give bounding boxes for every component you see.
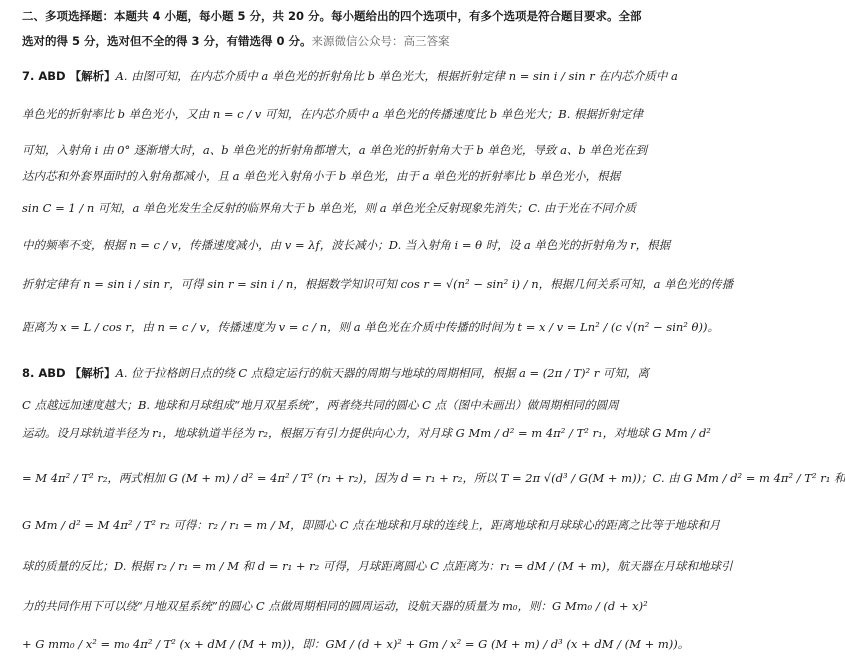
q7-line-7: 折射定律有 n = sin i / sin r，可得 sin r = sin i / n，根据数学知识可知 cos r = √(n² − sin² i) / n，根据几何关系可知，a 单色光的传播 — [22, 277, 734, 291]
watermark: 来源微信公众号：高三答案 — [311, 34, 450, 48]
q7-line-5: sin C = 1 / n 可知，a 单色光发生全反射的临界角大于 b 单色光，则 a 单色光全反射现象先消失；C. 由于光在不同介质 — [22, 201, 636, 215]
q7-label: 7. ABD 【解析】 — [22, 69, 116, 83]
q8-line-2: C 点越远加速度越大；B. 地球和月球组成“地月双星系统”，两者绕共同的圆心 C 点（图中未画出）做周期相同的圆周 — [22, 398, 619, 412]
q8-line-8: + G mm₀ / x² = m₀ 4π² / T² (x + dM / (M + m))，即：GM / (d + x)² + Gm / x² = G (M + m) / d³ (x + dM / (M + m))。 — [22, 637, 690, 651]
q8-label: 8. ABD 【解析】 — [22, 366, 116, 380]
q8-line-6: 球的质量的反比；D. 根据 r₂ / r₁ = m / M 和 d = r₁ + r₂ 可得，月球距离圆心 C 点距离为：r₁ = dM / (M + m)，航天器在月球和地球引 — [22, 559, 733, 573]
q8-line-4: = M 4π² / T² r₂，两式相加 G (M + m) / d² = 4π² / T² (r₁ + r₂)，因为 d = r₁ + r₂，所以 T = 2π √(d³ / G(M + m))；C. 由 G Mm / d² = m 4π² / T² r₁ 和 — [22, 471, 845, 485]
section-header-line-2: 选对的得 5 分，选对但不全的得 3 分，有错选得 0 分。来源微信公众号：高三答案 — [22, 34, 450, 48]
q8-line-5: G Mm / d² = M 4π² / T² r₂ 可得：r₂ / r₁ = m / M，即圆心 C 点在地球和月球的连线上，距离地球和月球球心的距离之比等于地球和月 — [22, 518, 721, 532]
q8-line-7: 力的共同作用下可以绕“月地双星系统”的圆心 C 点做周期相同的圆周运动，设航天器的质量为 m₀，则：G Mm₀ / (d + x)² — [22, 599, 648, 613]
q8-line-1: 8. ABD 【解析】A. 位于拉格朗日点的绕 C 点稳定运行的航天器的周期与地球的周期相同，根据 a = (2π / T)² r 可知，离 — [22, 366, 649, 380]
q7-line-1: 7. ABD 【解析】A. 由图可知，在内芯介质中 a 单色光的折射角比 b 单色光大，根据折射定律 n = sin i / sin r 在内芯介质中 a — [22, 69, 678, 83]
q7-line-6: 中的频率不变，根据 n = c / v，传播速度减小，由 v = λf，波长减小；D. 当入射角 i = θ 时，设 a 单色光的折射角为 r，根据 — [22, 238, 671, 252]
section-header-line-1: 二、多项选择题：本题共 4 小题，每小题 5 分，共 20 分。每小题给出的四个选项中，有多个选项是符合题目要求。全部 — [22, 9, 642, 23]
q7-line-4: 达内芯和外套界面时的入射角都减小，且 a 单色光入射角小于 b 单色光，由于 a 单色光的折射率比 b 单色光小，根据 — [22, 169, 621, 183]
q7-line-2: 单色光的折射率比 b 单色光小，又由 n = c / v 可知，在内芯介质中 a 单色光的传播速度比 b 单色光大；B. 根据折射定律 — [22, 107, 644, 121]
q7-line-3: 可知，入射角 i 由 0° 逐渐增大时，a、b 单色光的折射角都增大，a 单色光的折射角大于 b 单色光，导致 a、b 单色光在到 — [22, 143, 647, 157]
q8-line-3: 运动。设月球轨道半径为 r₁，地球轨道半径为 r₂，根据万有引力提供向心力，对月球 G Mm / d² = m 4π² / T² r₁，对地球 G Mm / d² — [22, 426, 711, 440]
q7-line-8: 距离为 x = L / cos r，由 n = c / v，传播速度为 v = c / n，则 a 单色光在介质中传播的时间为 t = x / v = Ln² / (c √(n² − sin² θ))。 — [22, 320, 719, 334]
